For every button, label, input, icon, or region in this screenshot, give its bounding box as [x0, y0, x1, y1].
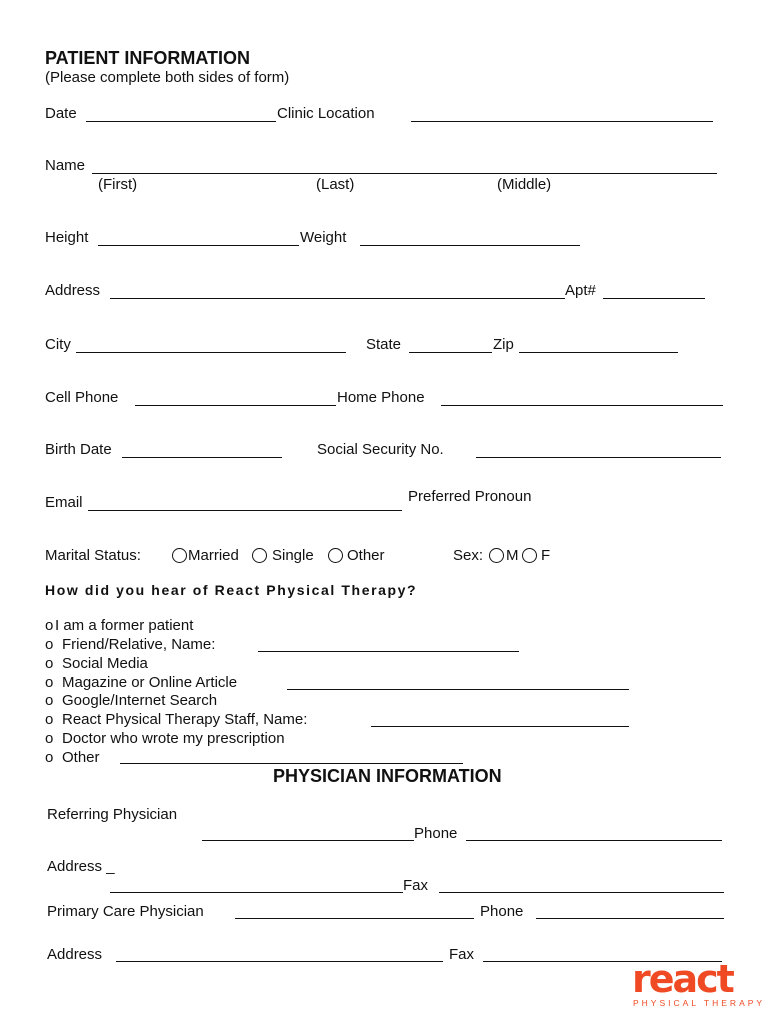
weight-label: Weight	[300, 229, 347, 246]
other-radio[interactable]	[328, 548, 343, 563]
friend-name-field[interactable]	[258, 651, 519, 652]
referral-bullet[interactable]: o	[45, 636, 54, 653]
primary-address-field[interactable]	[116, 961, 443, 962]
page-subtitle: (Please complete both sides of form)	[45, 69, 290, 86]
referral-option-google: Google/Internet Search	[62, 692, 218, 709]
male-label: M	[506, 547, 519, 564]
referral-bullet[interactable]: o	[45, 655, 54, 672]
zip-field[interactable]	[519, 352, 678, 353]
referring-physician-field[interactable]	[202, 840, 414, 841]
referral-option-social-media: Social Media	[62, 655, 148, 672]
city-label: City	[45, 336, 71, 353]
referral-bullet[interactable]: o	[45, 711, 54, 728]
sex-label: Sex:	[453, 547, 484, 564]
home-phone-label: Home Phone	[337, 389, 425, 406]
referring-physician-label: Referring Physician	[47, 806, 178, 823]
married-radio[interactable]	[172, 548, 187, 563]
clinic-location-label: Clinic Location	[277, 105, 375, 122]
referral-option-other: Other	[62, 749, 100, 766]
single-radio[interactable]	[252, 548, 267, 563]
referral-bullet[interactable]: o	[45, 692, 54, 709]
name-field[interactable]	[92, 173, 717, 174]
page-title: PATIENT INFORMATION	[45, 48, 250, 68]
date-label: Date	[45, 105, 77, 122]
staff-name-field[interactable]	[371, 726, 629, 727]
referral-option-staff: React Physical Therapy Staff, Name:	[62, 711, 308, 728]
referral-option-friend: Friend/Relative, Name:	[62, 636, 216, 653]
referral-bullet[interactable]: o	[45, 617, 54, 634]
referral-bullet[interactable]: o	[45, 730, 54, 747]
primary-fax-label: Fax	[449, 946, 475, 963]
birth-date-label: Birth Date	[45, 441, 112, 458]
height-field[interactable]	[98, 245, 299, 246]
primary-phone-field[interactable]	[536, 918, 724, 919]
state-field[interactable]	[409, 352, 492, 353]
address-field[interactable]	[110, 298, 565, 299]
zip-label: Zip	[493, 336, 514, 353]
referral-option-doctor: Doctor who wrote my prescription	[62, 730, 285, 747]
clinic-location-field[interactable]	[411, 121, 713, 122]
height-label: Height	[45, 229, 89, 246]
referral-question: How did you hear of React Physical Therapy?	[45, 582, 418, 598]
other-label: Other	[347, 547, 385, 564]
city-field[interactable]	[76, 352, 346, 353]
first-name-caption: (First)	[98, 176, 138, 193]
physician-fax-label: Fax	[403, 877, 429, 894]
primary-care-field[interactable]	[235, 918, 474, 919]
referring-phone-label: Phone	[414, 825, 458, 842]
state-label: State	[366, 336, 402, 353]
primary-phone-label: Phone	[480, 903, 524, 920]
referral-option-magazine: Magazine or Online Article	[62, 674, 238, 691]
single-label: Single	[272, 547, 314, 564]
physician-section-title: PHYSICIAN INFORMATION	[273, 766, 502, 786]
react-logo-tagline: PHYSICAL THERAPY	[633, 998, 766, 1008]
primary-care-label: Primary Care Physician	[47, 903, 204, 920]
marital-status-label: Marital Status:	[45, 547, 141, 564]
ssn-label: Social Security No.	[317, 441, 444, 458]
male-radio[interactable]	[489, 548, 504, 563]
referral-other-field[interactable]	[120, 763, 463, 764]
cell-phone-label: Cell Phone	[45, 389, 119, 406]
weight-field[interactable]	[360, 245, 580, 246]
birth-date-field[interactable]	[122, 457, 282, 458]
physician-address-field[interactable]	[110, 892, 403, 893]
home-phone-field[interactable]	[441, 405, 723, 406]
referral-bullet[interactable]: o	[45, 674, 54, 691]
react-logo: react	[632, 957, 733, 1001]
physician-fax-field[interactable]	[439, 892, 724, 893]
referral-option-former-patient: I am a former patient	[55, 617, 194, 634]
address-label: Address	[45, 282, 101, 299]
email-field[interactable]	[88, 510, 402, 511]
apt-label: Apt#	[565, 282, 596, 299]
apt-field[interactable]	[603, 298, 705, 299]
female-label: F	[541, 547, 551, 564]
referral-bullet[interactable]: o	[45, 749, 54, 766]
last-name-caption: (Last)	[316, 176, 355, 193]
email-label: Email	[45, 494, 83, 511]
date-field[interactable]	[86, 121, 276, 122]
magazine-field[interactable]	[287, 689, 629, 690]
physician-address-label: Address _	[47, 858, 115, 875]
pronoun-label: Preferred Pronoun	[408, 488, 532, 505]
primary-address-label: Address	[47, 946, 103, 963]
middle-name-caption: (Middle)	[497, 176, 552, 193]
name-label: Name	[45, 157, 86, 174]
cell-phone-field[interactable]	[135, 405, 336, 406]
female-radio[interactable]	[522, 548, 537, 563]
married-label: Married	[188, 547, 239, 564]
referring-phone-field[interactable]	[466, 840, 722, 841]
ssn-field[interactable]	[476, 457, 721, 458]
